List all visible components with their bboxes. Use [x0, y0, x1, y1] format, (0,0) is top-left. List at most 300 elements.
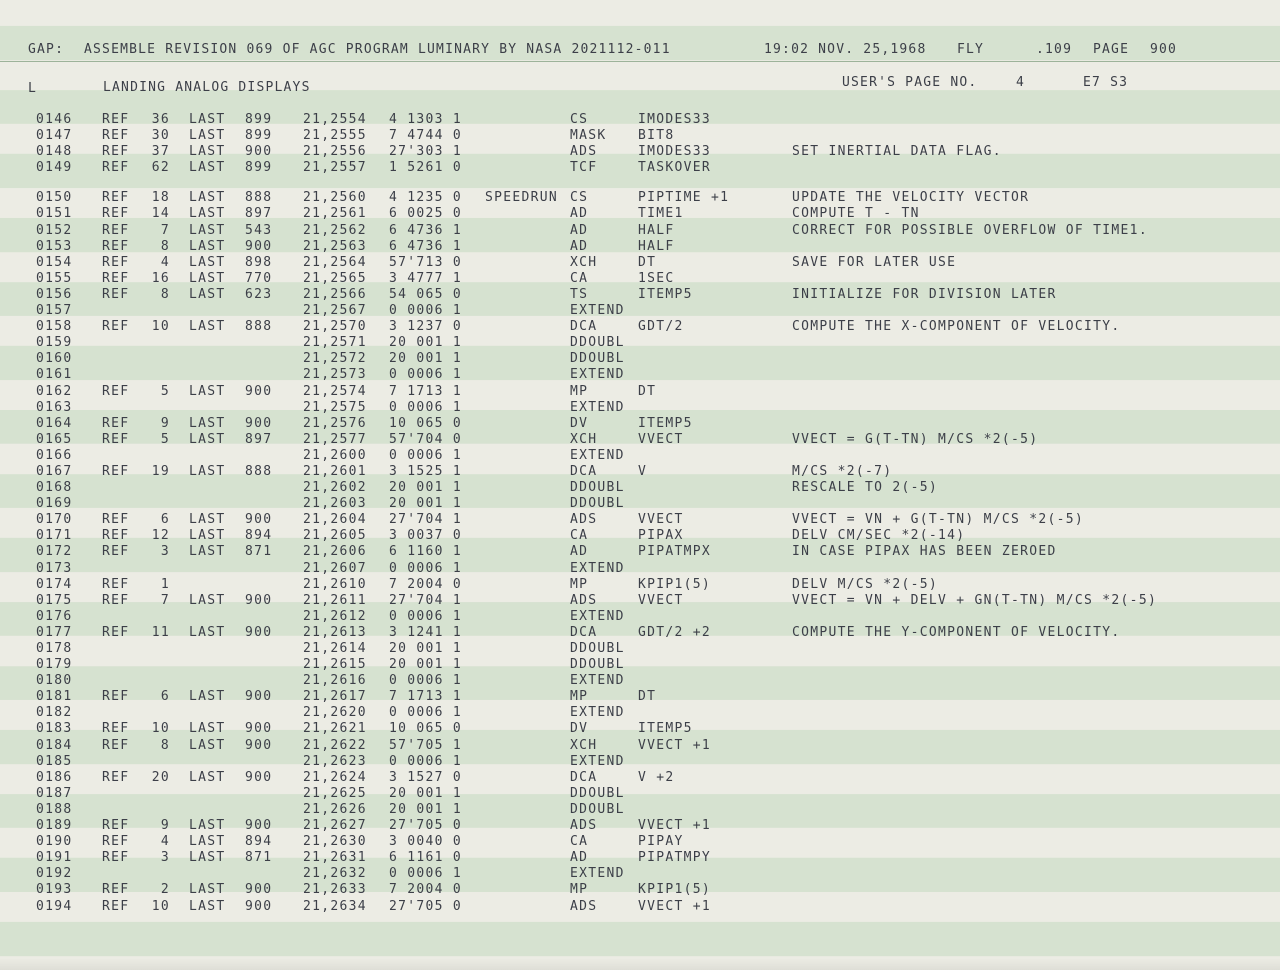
- cell-word: 20 001 1: [389, 480, 463, 496]
- listing-row: [0, 335, 1280, 351]
- cell-ref: REF: [102, 576, 130, 592]
- cell-last: LAST: [189, 238, 226, 254]
- cell-op: DDOUBL: [570, 785, 625, 801]
- cell-ref: REF: [102, 286, 130, 302]
- cell-word: 3 1525 1: [389, 463, 463, 479]
- cell-addr: 21,2577: [303, 431, 367, 447]
- cell-comment: VVECT = VN + G(T-TN) M/CS *2(-5): [792, 512, 1085, 528]
- cell-addr: 21,2627: [303, 818, 367, 834]
- cell-comment: DELV CM/SEC *2(-14): [792, 528, 966, 544]
- cell-word: 6 1160 1: [389, 544, 463, 560]
- cell-word: 7 1713 1: [389, 383, 463, 399]
- cell-line: 0167: [36, 463, 73, 479]
- cell-last: LAST: [189, 286, 226, 302]
- cell-last: LAST: [189, 528, 226, 544]
- cell-operand: BIT8: [638, 128, 675, 144]
- code-listing: [0, 112, 1280, 915]
- cell-line: 0163: [36, 399, 73, 415]
- listing-row: [0, 432, 1280, 448]
- cell-lastn: 894: [245, 834, 273, 850]
- cell-op: EXTEND: [570, 866, 625, 882]
- cell-ref: REF: [102, 206, 130, 222]
- cell-word: 57'713 0: [389, 254, 463, 270]
- cell-addr: 21,2617: [303, 689, 367, 705]
- cell-ref: REF: [102, 238, 130, 254]
- cell-addr: 21,2612: [303, 608, 367, 624]
- listing-row: [0, 448, 1280, 464]
- cell-line: 0190: [36, 834, 73, 850]
- cell-operand: GDT/2: [638, 319, 684, 335]
- cell-operand: PIPATMPY: [638, 850, 712, 866]
- listing-row: [0, 112, 1280, 128]
- cell-addr: 21,2566: [303, 286, 367, 302]
- cell-operand: GDT/2 +2: [638, 624, 712, 640]
- cell-refn: 8: [160, 737, 170, 753]
- cell-refn: 1: [160, 576, 170, 592]
- gap-label: GAP:: [28, 42, 65, 57]
- cell-lastn: 899: [245, 112, 273, 127]
- cell-addr: 21,2611: [303, 592, 367, 608]
- cell-line: 0164: [36, 415, 73, 431]
- blank-row: [0, 176, 1280, 190]
- cell-addr: 21,2570: [303, 319, 367, 335]
- cell-operand: VVECT: [638, 512, 684, 528]
- cell-line: 0162: [36, 383, 73, 399]
- cell-comment: M/CS *2(-7): [792, 463, 893, 479]
- cell-op: EXTEND: [570, 608, 625, 624]
- cell-word: 27'704 1: [389, 592, 463, 608]
- listing-row: [0, 239, 1280, 255]
- cell-op: MP: [570, 383, 589, 399]
- cell-word: 0 0006 1: [389, 560, 463, 576]
- cell-operand: HALF: [638, 238, 675, 254]
- listing-row: [0, 609, 1280, 625]
- cell-op: MASK: [570, 128, 607, 144]
- cell-addr: 21,2633: [303, 882, 367, 898]
- cell-word: 20 001 1: [389, 785, 463, 801]
- cell-last: LAST: [189, 737, 226, 753]
- cell-op: DDOUBL: [570, 351, 625, 367]
- cell-ref: REF: [102, 850, 130, 866]
- cell-op: DDOUBL: [570, 335, 625, 351]
- cell-op: CA: [570, 270, 589, 286]
- cell-word: 27'705 0: [389, 898, 463, 914]
- cell-operand: VVECT +1: [638, 898, 712, 914]
- cell-refn: 7: [160, 222, 170, 238]
- cell-ref: REF: [102, 898, 130, 914]
- cell-addr: 21,2555: [303, 128, 367, 144]
- cell-addr: 21,2620: [303, 705, 367, 721]
- cell-addr: 21,2624: [303, 769, 367, 785]
- cell-op: XCH: [570, 254, 598, 270]
- cell-lastn: 900: [245, 624, 273, 640]
- cell-last: LAST: [189, 112, 226, 127]
- cell-refn: 14: [151, 206, 170, 222]
- cell-refn: 37: [151, 144, 170, 160]
- cell-word: 0 0006 1: [389, 399, 463, 415]
- cell-refn: 7: [160, 592, 170, 608]
- cell-addr: 21,2602: [303, 480, 367, 496]
- cell-last: LAST: [189, 431, 226, 447]
- cell-word: 20 001 1: [389, 496, 463, 512]
- cell-last: LAST: [189, 206, 226, 222]
- cell-op: CA: [570, 834, 589, 850]
- cell-op: MP: [570, 576, 589, 592]
- cell-ref: REF: [102, 254, 130, 270]
- cell-line: 0174: [36, 576, 73, 592]
- cell-line: 0192: [36, 866, 73, 882]
- cell-refn: 8: [160, 286, 170, 302]
- cell-op: DCA: [570, 769, 598, 785]
- cell-ref: REF: [102, 431, 130, 447]
- cell-line: 0186: [36, 769, 73, 785]
- cell-addr: 21,2604: [303, 512, 367, 528]
- cell-operand: PIPAY: [638, 834, 684, 850]
- cell-ref: REF: [102, 160, 130, 176]
- cell-addr: 21,2622: [303, 737, 367, 753]
- cell-operand: DT: [638, 254, 657, 270]
- cell-lastn: 898: [245, 254, 273, 270]
- cell-refn: 5: [160, 431, 170, 447]
- listing-row: [0, 899, 1280, 915]
- section-header: [0, 77, 1280, 97]
- cell-line: 0156: [36, 286, 73, 302]
- cell-lastn: 888: [245, 190, 273, 206]
- cell-word: 0 0006 1: [389, 303, 463, 319]
- cell-line: 0181: [36, 689, 73, 705]
- listing-row: [0, 721, 1280, 737]
- cell-op: DV: [570, 721, 589, 737]
- cell-word: 3 0037 0: [389, 528, 463, 544]
- listing-row: [0, 319, 1280, 335]
- listing-row: [0, 512, 1280, 528]
- cell-line: 0194: [36, 898, 73, 914]
- cell-line: 0175: [36, 592, 73, 608]
- cell-op: DDOUBL: [570, 657, 625, 673]
- cell-ref: REF: [102, 190, 130, 206]
- cell-line: 0148: [36, 144, 73, 160]
- listing-row: [0, 271, 1280, 287]
- cell-word: 0 0006 1: [389, 367, 463, 383]
- cell-lastn: 900: [245, 592, 273, 608]
- cell-ref: REF: [102, 834, 130, 850]
- cell-lastn: 900: [245, 769, 273, 785]
- cell-addr: 21,2600: [303, 447, 367, 463]
- cell-addr: 21,2610: [303, 576, 367, 592]
- cell-ref: REF: [102, 769, 130, 785]
- listing-row: [0, 144, 1280, 160]
- cell-op: ADS: [570, 144, 598, 160]
- cell-lastn: 888: [245, 319, 273, 335]
- cell-comment: VVECT = G(T-TN) M/CS *2(-5): [792, 431, 1039, 447]
- cell-last: LAST: [189, 190, 226, 206]
- cell-addr: 21,2623: [303, 753, 367, 769]
- cell-word: 3 1527 0: [389, 769, 463, 785]
- cell-line: 0159: [36, 335, 73, 351]
- cell-lastn: 900: [245, 144, 273, 160]
- listing-row: [0, 206, 1280, 222]
- cell-ref: REF: [102, 689, 130, 705]
- cell-word: 6 1161 0: [389, 850, 463, 866]
- listing-row: [0, 625, 1280, 641]
- cell-word: 0 0006 1: [389, 608, 463, 624]
- cell-lastn: 623: [245, 286, 273, 302]
- listing-row: [0, 480, 1280, 496]
- cell-op: AD: [570, 850, 589, 866]
- cell-addr: 21,2561: [303, 206, 367, 222]
- users-page-label: USER'S PAGE NO.: [842, 75, 978, 90]
- cell-addr: 21,2601: [303, 463, 367, 479]
- cell-line: 0155: [36, 270, 73, 286]
- cell-line: 0150: [36, 190, 73, 206]
- cell-last: LAST: [189, 898, 226, 914]
- cell-lastn: 900: [245, 415, 273, 431]
- cell-word: 0 0006 1: [389, 705, 463, 721]
- cell-word: 20 001 1: [389, 801, 463, 817]
- cell-op: DCA: [570, 319, 598, 335]
- cell-refn: 2: [160, 882, 170, 898]
- cell-line: 0171: [36, 528, 73, 544]
- cell-operand: HALF: [638, 222, 675, 238]
- cell-addr: 21,2621: [303, 721, 367, 737]
- cell-line: 0193: [36, 882, 73, 898]
- cell-refn: 10: [151, 898, 170, 914]
- cell-line: 0169: [36, 496, 73, 512]
- cell-last: LAST: [189, 512, 226, 528]
- cell-operand: TASKOVER: [638, 160, 712, 176]
- cell-lastn: 900: [245, 383, 273, 399]
- cell-last: LAST: [189, 254, 226, 270]
- cell-word: 3 1237 0: [389, 319, 463, 335]
- cell-word: 0 0006 1: [389, 753, 463, 769]
- marker-l: L: [28, 81, 38, 96]
- cell-refn: 9: [160, 818, 170, 834]
- cell-lastn: 897: [245, 206, 273, 222]
- cell-op: ADS: [570, 898, 598, 914]
- cell-operand: V +2: [638, 769, 675, 785]
- cell-last: LAST: [189, 624, 226, 640]
- cell-ref: REF: [102, 512, 130, 528]
- cell-comment: COMPUTE THE X-COMPONENT OF VELOCITY.: [792, 319, 1121, 335]
- cell-ref: REF: [102, 882, 130, 898]
- cell-addr: 21,2556: [303, 144, 367, 160]
- cell-lastn: 871: [245, 850, 273, 866]
- cell-line: 0182: [36, 705, 73, 721]
- cell-refn: 8: [160, 238, 170, 254]
- cell-line: 0185: [36, 753, 73, 769]
- cell-operand: IMODES33: [638, 112, 712, 127]
- cell-word: 1 5261 0: [389, 160, 463, 176]
- cell-lastn: 543: [245, 222, 273, 238]
- cell-comment: DELV M/CS *2(-5): [792, 576, 939, 592]
- cell-last: LAST: [189, 592, 226, 608]
- cell-last: LAST: [189, 270, 226, 286]
- cell-word: 27'303 1: [389, 144, 463, 160]
- cell-operand: DT: [638, 383, 657, 399]
- listing-row: [0, 160, 1280, 176]
- cell-lastn: 770: [245, 270, 273, 286]
- cell-addr: 21,2571: [303, 335, 367, 351]
- cell-addr: 21,2613: [303, 624, 367, 640]
- cell-operand: PIPATMPX: [638, 544, 712, 560]
- cell-refn: 5: [160, 383, 170, 399]
- cell-refn: 10: [151, 721, 170, 737]
- cell-word: 6 0025 0: [389, 206, 463, 222]
- cell-lastn: 900: [245, 818, 273, 834]
- listing-row: [0, 673, 1280, 689]
- cell-ref: REF: [102, 592, 130, 608]
- cell-addr: 21,2576: [303, 415, 367, 431]
- cell-operand: KPIP1(5): [638, 576, 712, 592]
- cell-lastn: 900: [245, 737, 273, 753]
- cell-operand: VVECT: [638, 592, 684, 608]
- cell-word: 0 0006 1: [389, 447, 463, 463]
- cell-operand: V: [638, 463, 648, 479]
- listing-header: [0, 42, 1280, 62]
- cell-comment: COMPUTE THE Y-COMPONENT OF VELOCITY.: [792, 624, 1121, 640]
- cell-operand: 1SEC: [638, 270, 675, 286]
- cell-last: LAST: [189, 383, 226, 399]
- cell-refn: 3: [160, 850, 170, 866]
- cell-word: 57'704 0: [389, 431, 463, 447]
- cell-line: 0153: [36, 238, 73, 254]
- cell-last: LAST: [189, 818, 226, 834]
- listing-row: [0, 802, 1280, 818]
- cell-line: 0166: [36, 447, 73, 463]
- cell-operand: ITEMP5: [638, 721, 693, 737]
- cell-op: AD: [570, 222, 589, 238]
- cell-line: 0177: [36, 624, 73, 640]
- cell-addr: 21,2632: [303, 866, 367, 882]
- listing-row: [0, 834, 1280, 850]
- cell-ref: REF: [102, 463, 130, 479]
- cell-lastn: 900: [245, 512, 273, 528]
- cell-line: 0152: [36, 222, 73, 238]
- cell-line: 0183: [36, 721, 73, 737]
- cell-lastn: 900: [245, 689, 273, 705]
- cell-addr: 21,2630: [303, 834, 367, 850]
- cell-ref: REF: [102, 624, 130, 640]
- users-page-number: 4: [1016, 75, 1026, 90]
- cell-operand: ITEMP5: [638, 415, 693, 431]
- cell-refn: 30: [151, 128, 170, 144]
- cell-op: EXTEND: [570, 753, 625, 769]
- cell-word: 6 4736 1: [389, 238, 463, 254]
- cell-word: 4 1235 0: [389, 190, 463, 206]
- cell-word: 3 1241 1: [389, 624, 463, 640]
- cell-op: DDOUBL: [570, 641, 625, 656]
- cell-addr: 21,2634: [303, 898, 367, 914]
- cell-refn: 4: [160, 254, 170, 270]
- cell-addr: 21,2554: [303, 112, 367, 127]
- cell-op: DCA: [570, 463, 598, 479]
- cell-comment: IN CASE PIPAX HAS BEEN ZEROED: [792, 544, 1057, 560]
- cell-operand: VVECT +1: [638, 737, 712, 753]
- cell-refn: 4: [160, 834, 170, 850]
- cell-op: DDOUBL: [570, 496, 625, 512]
- cell-op: ADS: [570, 592, 598, 608]
- listing-row: [0, 223, 1280, 239]
- cell-comment: RESCALE TO 2(-5): [792, 480, 939, 496]
- cell-last: LAST: [189, 544, 226, 560]
- listing-row: [0, 464, 1280, 480]
- cell-op: ADS: [570, 512, 598, 528]
- cell-op: AD: [570, 238, 589, 254]
- cell-last: LAST: [189, 721, 226, 737]
- page-number: 900: [1150, 42, 1178, 57]
- cell-addr: 21,2616: [303, 673, 367, 689]
- cell-line: 0151: [36, 206, 73, 222]
- cell-addr: 21,2572: [303, 351, 367, 367]
- cell-word: 54 065 0: [389, 286, 463, 302]
- cell-line: 0188: [36, 801, 73, 817]
- listing-row: [0, 738, 1280, 754]
- cell-last: LAST: [189, 850, 226, 866]
- cell-op: EXTEND: [570, 303, 625, 319]
- cell-lastn: 871: [245, 544, 273, 560]
- cell-line: 0154: [36, 254, 73, 270]
- listing-row: [0, 496, 1280, 512]
- cell-comment: VVECT = VN + DELV + GN(T-TN) M/CS *2(-5): [792, 592, 1158, 608]
- cell-line: 0149: [36, 160, 73, 176]
- cell-addr: 21,2567: [303, 303, 367, 319]
- cell-last: LAST: [189, 769, 226, 785]
- listing-row: [0, 754, 1280, 770]
- cell-comment: CORRECT FOR POSSIBLE OVERFLOW OF TIME1.: [792, 222, 1148, 238]
- listing-row: [0, 866, 1280, 882]
- listing-row: [0, 528, 1280, 544]
- cell-line: 0173: [36, 560, 73, 576]
- cell-addr: 21,2631: [303, 850, 367, 866]
- cell-ref: REF: [102, 112, 130, 127]
- cell-last: LAST: [189, 222, 226, 238]
- cell-op: CS: [570, 190, 589, 206]
- cell-op: TS: [570, 286, 589, 302]
- cell-op: EXTEND: [570, 560, 625, 576]
- cell-last: LAST: [189, 834, 226, 850]
- listing-row: [0, 128, 1280, 144]
- cell-line: 0191: [36, 850, 73, 866]
- cell-line: 0170: [36, 512, 73, 528]
- cell-word: 20 001 1: [389, 335, 463, 351]
- cell-op: CS: [570, 112, 589, 127]
- cell-addr: 21,2562: [303, 222, 367, 238]
- listing-row: [0, 544, 1280, 560]
- cell-refn: 6: [160, 689, 170, 705]
- cell-refn: 12: [151, 528, 170, 544]
- cell-refn: 18: [151, 190, 170, 206]
- listing-row: [0, 850, 1280, 866]
- cell-refn: 36: [151, 112, 170, 127]
- page-edge: [0, 958, 1280, 970]
- cell-op: CA: [570, 528, 589, 544]
- cell-ref: REF: [102, 818, 130, 834]
- cell-comment: COMPUTE T - TN: [792, 206, 920, 222]
- fly-label: FLY: [957, 42, 985, 57]
- cell-word: 10 065 0: [389, 721, 463, 737]
- cell-refn: 3: [160, 544, 170, 560]
- cell-last: LAST: [189, 160, 226, 176]
- cell-op: AD: [570, 206, 589, 222]
- cell-ref: REF: [102, 544, 130, 560]
- cell-addr: 21,2564: [303, 254, 367, 270]
- cell-line: 0187: [36, 785, 73, 801]
- assemble-line: ASSEMBLE REVISION 069 OF AGC PROGRAM LUMINARY BY NASA 2021112-011: [84, 42, 671, 57]
- cell-refn: 20: [151, 769, 170, 785]
- cell-word: 20 001 1: [389, 657, 463, 673]
- cell-operand: VVECT: [638, 431, 684, 447]
- listing-row: [0, 561, 1280, 577]
